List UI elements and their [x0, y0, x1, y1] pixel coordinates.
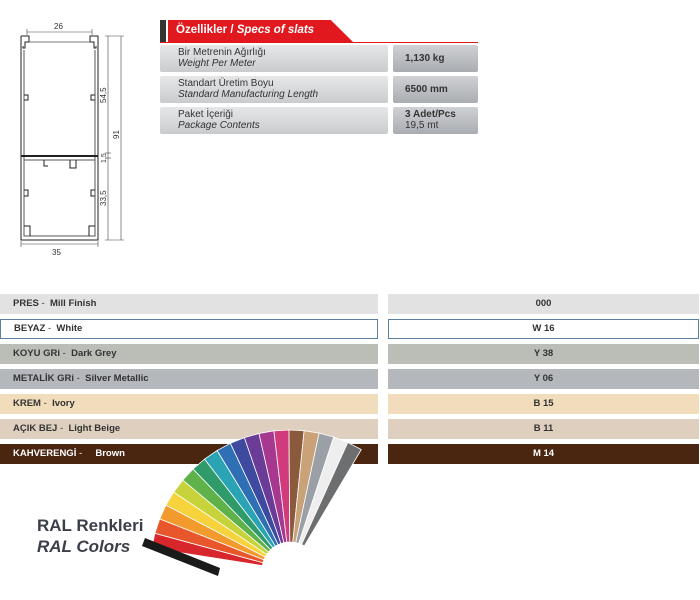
header-accent-bar: [160, 20, 166, 42]
specs-divider: [160, 42, 478, 43]
spec-label-tr: Paket İçeriği: [178, 109, 234, 120]
color-name: KAHVERENGİ - Brown: [0, 444, 378, 464]
dimension-middle-rib: 1,5: [101, 153, 108, 163]
spec-value: [393, 76, 478, 103]
spec-label: [160, 76, 388, 103]
spec-row-length: [160, 76, 478, 103]
specs-title-en: Specs of slats: [236, 24, 315, 36]
color-code: Y 38: [388, 344, 699, 364]
spec-value-text: 6500 mm: [405, 84, 448, 95]
spec-row-weight: [160, 45, 478, 72]
spec-label: [160, 45, 388, 72]
color-name: METALİK GRi - Silver Metallic: [0, 369, 378, 389]
color-row-dark-grey: [0, 344, 700, 364]
spec-label-en: Standard Manufacturing Length: [178, 89, 319, 100]
dimension-top: 26: [54, 22, 63, 31]
spec-label-en: Package Contents: [178, 120, 260, 131]
ral-title: RAL Renkleri: [37, 516, 144, 535]
color-code: B 11: [388, 419, 699, 439]
color-row-silver-metallic: [0, 369, 700, 389]
spec-row-package: [160, 107, 478, 134]
color-name-en: Silver Metallic: [85, 373, 149, 384]
spec-label: [160, 107, 388, 134]
profile-cross-section-drawing: [0, 0, 135, 257]
dimension-bottom: 35: [52, 248, 61, 257]
color-name-en: Light Beige: [68, 423, 121, 434]
color-name: PRES - Mill Finish: [0, 294, 378, 314]
color-name: AÇIK BEJ - Light Beige: [0, 419, 378, 439]
color-code: 000: [388, 294, 699, 314]
color-row-light-beige: [0, 419, 700, 439]
color-row-mill-finish: [0, 294, 700, 314]
spec-value: [393, 107, 478, 134]
specs-header: [160, 20, 360, 42]
color-name-en: Mill Finish: [49, 298, 97, 309]
spec-label-tr: Standart Üretim Boyu: [178, 78, 274, 89]
spec-value-text: 3 Adet/Pcs: [405, 109, 456, 120]
color-name-tr: PRES: [13, 298, 39, 309]
ral-color-fan-image: [140, 488, 305, 578]
color-name-tr: KAHVERENGİ: [13, 448, 77, 459]
color-name-en: Ivory: [52, 398, 75, 409]
spec-value-text: 1,130 kg: [405, 53, 445, 64]
color-name-en: Dark Grey: [71, 348, 117, 359]
color-name-en: Brown: [95, 448, 125, 459]
dimension-total-height: 91: [112, 130, 121, 139]
color-code: M 14: [388, 444, 699, 464]
specs-title: [176, 24, 314, 36]
ral-subtitle: RAL Colors: [37, 537, 131, 556]
dimension-upper-height: 54,5: [99, 87, 108, 103]
color-row-white: [0, 319, 700, 339]
color-name: KREM - Ivory: [0, 394, 378, 414]
specs-title-tr: Özellikler /: [176, 24, 237, 36]
color-name-tr: KREM: [13, 398, 41, 409]
color-name-tr: KOYU GRi: [13, 348, 60, 359]
spec-value: [393, 45, 478, 72]
color-name: KOYU GRi - Dark Grey: [0, 344, 378, 364]
color-name-tr: BEYAZ: [14, 323, 46, 334]
color-name-tr: AÇIK BEJ: [13, 423, 58, 434]
color-name-tr: METALİK GRi: [13, 373, 75, 384]
color-code: Y 06: [388, 369, 699, 389]
color-row-ivory: [0, 394, 700, 414]
spec-label-tr: Bir Metrenin Ağırlığı: [178, 47, 266, 58]
spec-value-secondary: 19,5 mt: [405, 120, 439, 131]
color-name: BEYAZ - White: [0, 319, 378, 339]
color-code: B 15: [388, 394, 699, 414]
color-name-en: White: [56, 323, 83, 334]
spec-label-en: Weight Per Meter: [178, 58, 256, 69]
dimension-lower-height: 33,5: [99, 190, 108, 206]
color-code: W 16: [388, 319, 699, 339]
